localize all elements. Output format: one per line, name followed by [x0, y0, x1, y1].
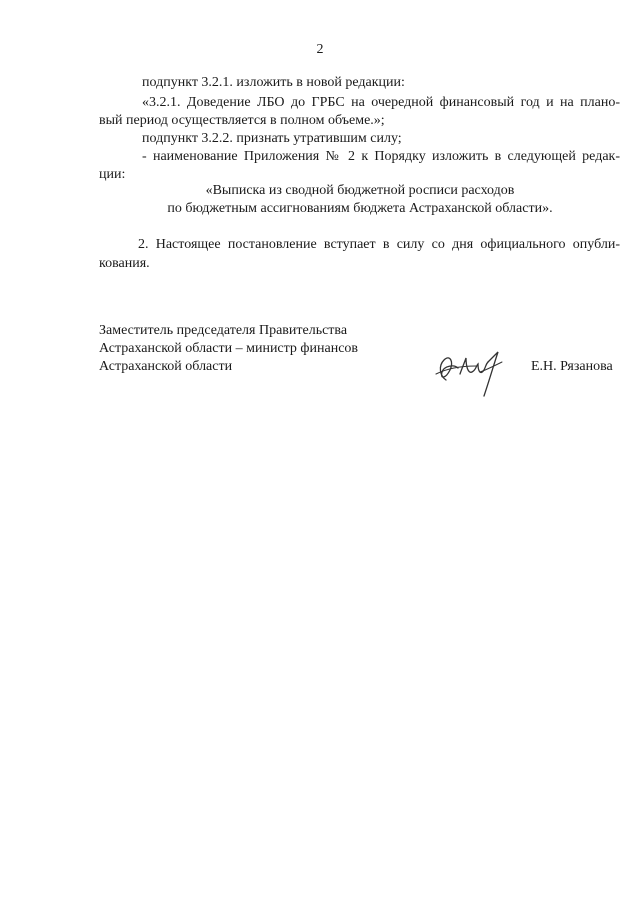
signatory-name: Е.Н. Рязанова	[531, 359, 613, 374]
body-line-5: - наименование Приложения № 2 к Порядку изложить в следующей редак-	[142, 149, 620, 164]
page-number: 2	[316, 42, 324, 57]
annex-title-line-2: по бюджетным ассигнованиям бюджета Астраханской области».	[167, 201, 553, 216]
signatory-title-line-2: Астраханской области – министр финансов	[99, 341, 359, 356]
handwritten-signature	[432, 344, 522, 400]
annex-title-line-1: «Выписка из сводной бюджетной росписи расходов	[205, 183, 515, 198]
body-line-9: 2. Настоящее постановление вступает в силу со дня официального опубли-	[138, 237, 620, 252]
body-line-4: подпункт 3.2.2. признать утратившим силу;	[142, 131, 402, 146]
signatory-title-line-3: Астраханской области	[99, 359, 233, 374]
body-line-6: ции:	[99, 167, 126, 182]
signatory-title-line-1: Заместитель председателя Правительства	[99, 323, 348, 338]
body-line-1: подпункт 3.2.1. изложить в новой редакции:	[142, 75, 405, 90]
body-line-10: кования.	[99, 256, 150, 271]
body-line-2: «3.2.1. Доведение ЛБО до ГРБС на очередной финансовый год и на плано-	[142, 95, 620, 110]
body-line-3: вый период осуществляется в полном объеме.»;	[99, 113, 385, 128]
